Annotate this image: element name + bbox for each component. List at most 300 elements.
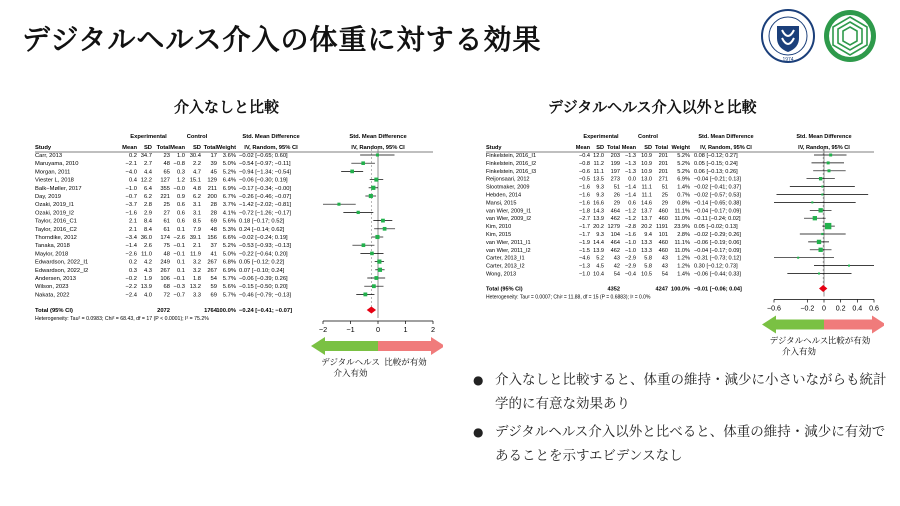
study-w: 5.2% — [222, 169, 236, 176]
header-smd-ci-plot: IV, Random, 95% CI — [351, 145, 405, 151]
study-cm: −2.9 — [624, 263, 636, 270]
study-csd: 3.2 — [192, 267, 201, 274]
study-em: −1.6 — [578, 200, 590, 207]
header-cn: Total — [203, 145, 217, 151]
effect-square — [821, 186, 823, 188]
study-sd: 9.3 — [596, 232, 604, 238]
study-csd: 11.9 — [190, 251, 201, 258]
study-em: −1.4 — [125, 243, 137, 250]
study-csd: 10.9 — [641, 153, 652, 159]
study-em: −1.6 — [578, 184, 590, 191]
effect-square — [817, 240, 821, 244]
study-cn: 460 — [658, 216, 668, 223]
study-sd: 34.7 — [140, 153, 152, 159]
study-name: Maruyama, 2010 — [35, 161, 79, 168]
arrow-right-red — [378, 337, 443, 355]
study-en: 51 — [613, 184, 620, 191]
study-en: 249 — [160, 259, 170, 266]
study-en: 72 — [163, 292, 170, 299]
study-sd: 2.8 — [143, 202, 152, 209]
study-csd: 7.9 — [192, 226, 201, 233]
study-w: 5.6% — [222, 218, 236, 225]
study-cm: −1.0 — [624, 247, 636, 254]
study-ci-text: 0.30 [−0.12; 0.73] — [694, 263, 738, 270]
effect-square — [377, 260, 381, 264]
study-name: Maylor, 2018 — [35, 251, 69, 258]
study-en: 199 — [610, 160, 620, 167]
study-cn: 54 — [661, 271, 668, 278]
study-sd: 2.7 — [143, 161, 152, 168]
study-csd: 4.8 — [192, 185, 201, 192]
header-smd: Std. Mean Difference — [242, 134, 300, 140]
study-ci-text: −0.53 [−0.93; −0.13] — [239, 243, 292, 250]
study-en: 174 — [160, 235, 170, 241]
total-c-n: 4247 — [655, 286, 668, 293]
study-w: 6.7% — [222, 194, 236, 200]
x-tick-label: 0 — [822, 304, 826, 313]
bullet-dot-icon: ● — [473, 373, 484, 387]
study-cn: 200 — [207, 194, 217, 200]
effect-square — [378, 268, 382, 272]
study-w: 5.7% — [222, 292, 236, 299]
study-name: Morgan, 2011 — [35, 169, 71, 176]
x-tick-label: −0.2 — [800, 304, 815, 313]
study-csd: 13.2 — [189, 284, 201, 291]
study-em: −4.6 — [578, 255, 590, 262]
study-sd: 11.2 — [593, 160, 604, 167]
study-en: 61 — [163, 226, 170, 233]
pooled-diamond — [367, 306, 376, 313]
header-csd: SD — [192, 145, 201, 151]
header-em: Mean — [122, 145, 137, 151]
study-w: 6.8% — [222, 259, 236, 266]
effect-square — [821, 194, 823, 196]
study-em: 0.4 — [128, 177, 137, 184]
study-en: 54 — [613, 271, 620, 278]
study-sd: 10.4 — [593, 271, 604, 278]
study-sd: 16.6 — [593, 200, 604, 207]
study-csd: 8.5 — [192, 218, 201, 225]
study-cm: −2.8 — [624, 224, 636, 231]
study-em: −1.0 — [578, 271, 590, 278]
study-sd: 2.9 — [143, 210, 152, 217]
study-name: Thorndike, 2012 — [35, 235, 77, 241]
study-cn: 25 — [661, 192, 668, 199]
effect-square — [828, 169, 831, 172]
study-ci-text: −0.72 [−1.26; −0.17] — [239, 210, 292, 217]
study-em: 0.2 — [128, 153, 137, 159]
study-cm: −0.8 — [173, 161, 185, 168]
header-control: Control — [186, 134, 208, 140]
study-cn: 460 — [658, 239, 668, 246]
study-name: Slootmaker, 2009 — [486, 184, 530, 191]
study-name: Day, 2019 — [35, 194, 61, 200]
study-w: 6.9% — [677, 176, 690, 183]
total-ci-text: −0.01 [−0.06; 0.04] — [694, 286, 742, 293]
study-name: Wong, 2013 — [486, 271, 517, 278]
study-w: 5.2% — [677, 160, 690, 167]
study-em: −0.5 — [578, 176, 590, 183]
study-cn: 51 — [661, 184, 668, 191]
study-em: −1.7 — [578, 232, 590, 238]
header-w: Weight — [671, 145, 690, 151]
study-em: −0.4 — [578, 153, 590, 159]
study-csd: 10.9 — [641, 160, 652, 167]
study-en: 75 — [163, 243, 170, 250]
study-w: 4.1% — [222, 210, 236, 217]
x-tick-label: −1 — [346, 324, 355, 334]
study-cm: −1.3 — [624, 160, 636, 167]
study-em: 2.1 — [128, 226, 137, 233]
study-sd: 6.4 — [143, 185, 152, 192]
effect-square — [381, 219, 385, 223]
study-cm: −1.2 — [624, 216, 636, 223]
bullet-dot-icon: ● — [473, 425, 484, 439]
study-name: Taylor, 2016_C2 — [35, 226, 77, 233]
total-name: Total (95% CI) — [486, 286, 523, 293]
study-name: van Wier, 2011_I1 — [486, 239, 531, 246]
study-cn: 460 — [658, 247, 668, 254]
study-cn: 129 — [207, 177, 217, 184]
study-w: 11.1% — [674, 239, 690, 246]
study-ci-text: −0.06 [−0.19; 0.06] — [694, 239, 741, 246]
x-tick-label: 2 — [430, 324, 436, 334]
study-em: −1.8 — [578, 208, 590, 215]
study-en: 127 — [160, 177, 170, 184]
study-csd: 2.2 — [192, 161, 201, 168]
header-en: Total — [156, 145, 170, 151]
effect-square — [376, 153, 379, 156]
study-name: van Wier, 2011_I2 — [486, 247, 531, 254]
study-em: −1.6 — [125, 210, 137, 217]
study-cn: 267 — [207, 259, 217, 266]
study-name: Taylor, 2016_C1 — [35, 218, 77, 225]
total-weight: 100.0% — [216, 307, 236, 314]
study-en: 203 — [610, 153, 620, 159]
study-name: Carr, 2013 — [35, 153, 63, 159]
effect-square — [813, 216, 817, 220]
study-ci-text: −0.17 [−0.34; −0.00] — [239, 185, 292, 192]
right-subtitle: デジタルヘルス介入以外と比較 — [548, 98, 757, 116]
study-sd: 4.4 — [143, 169, 152, 176]
study-cn: 267 — [207, 267, 217, 274]
study-w: 1.4% — [677, 271, 690, 278]
study-ci-text: −0.02 [−0.65; 0.60] — [239, 153, 288, 159]
effect-square — [827, 161, 830, 164]
study-sd: 9.3 — [596, 184, 604, 191]
header-sd: SD — [596, 145, 604, 151]
study-em: −1.7 — [578, 224, 590, 231]
study-cn: 43 — [661, 255, 668, 262]
effect-square — [829, 154, 832, 157]
study-cn: 43 — [661, 263, 668, 270]
study-en: 464 — [610, 208, 620, 215]
study-csd: 11.1 — [641, 192, 652, 199]
study-cm: 0.6 — [176, 218, 185, 225]
study-csd: 14.6 — [641, 200, 652, 207]
study-cm: −1.4 — [624, 192, 636, 199]
arrow-left-green — [762, 316, 824, 334]
study-ci-text: −0.22 [−0.64; 0.20] — [239, 251, 288, 258]
study-ci-text: −0.06 [−0.44; 0.33] — [694, 271, 741, 278]
study-cn: 28 — [210, 210, 217, 217]
effect-square — [848, 265, 850, 267]
study-sd: 5.2 — [596, 255, 604, 262]
header-experimental: Experimental — [583, 134, 619, 140]
study-em: −0.7 — [125, 194, 137, 200]
study-ci-text: −0.02 [−0.24; 0.19] — [239, 235, 288, 241]
study-sd: 14.4 — [593, 239, 604, 246]
study-cn: 54 — [210, 276, 217, 282]
study-csd: 13.0 — [641, 176, 652, 183]
header-cm: Mean — [621, 145, 636, 151]
effect-square — [350, 170, 354, 174]
header-cm: Mean — [170, 145, 185, 151]
study-name: Viester L, 2018 — [35, 177, 74, 184]
bullet-item — [473, 420, 893, 468]
effect-square — [374, 178, 378, 182]
study-ci-text: 0.05 [−0.02; 0.13] — [694, 224, 738, 231]
forest-plot-vs-non-digital — [484, 130, 884, 365]
study-name: Mansi, 2015 — [486, 200, 517, 207]
header-en: Total — [607, 145, 620, 151]
study-em: −2.6 — [125, 251, 137, 258]
study-name: van Wier, 2009_I1 — [486, 208, 532, 215]
x-tick-label: −2 — [318, 324, 328, 334]
study-csd: 3.1 — [192, 202, 201, 209]
study-csd: 3.3 — [192, 292, 201, 299]
effect-square — [357, 211, 360, 214]
study-sd: 11.1 — [593, 168, 604, 175]
study-sd: 13.9 — [140, 284, 152, 291]
header-smd: Std. Mean Difference — [698, 134, 754, 140]
effect-square — [362, 243, 366, 247]
study-csd: 15.1 — [189, 177, 201, 184]
study-sd: 8.4 — [143, 226, 152, 233]
study-sd: 2.6 — [143, 243, 152, 250]
study-em: −1.3 — [578, 263, 590, 270]
study-cn: 29 — [661, 200, 668, 207]
effect-square — [361, 161, 365, 165]
study-name: Finkelstein, 2016_I3 — [486, 168, 537, 175]
study-w: 5.3% — [222, 226, 236, 233]
header-em: Mean — [575, 145, 590, 151]
study-em: 0.3 — [128, 267, 137, 274]
pooled-diamond — [819, 285, 827, 292]
study-em: −4.0 — [125, 169, 137, 176]
header-w: Weight — [216, 145, 236, 151]
study-w: 6.4% — [222, 177, 236, 184]
study-name: van Wier, 2009_I2 — [486, 216, 532, 223]
study-ci-text: 0.05 [−0.15; 0.24] — [694, 160, 738, 167]
study-name: Edwardson, 2022_I1 — [35, 259, 89, 266]
slide-title: デジタルヘルス介入の体重に対する効果 — [22, 23, 542, 56]
study-name: Tanaka, 2018 — [35, 243, 70, 250]
study-csd: 10.9 — [641, 168, 652, 175]
study-ci-text: 0.05 [−0.12; 0.22] — [239, 259, 285, 266]
effect-square — [369, 194, 373, 198]
study-em: 0.2 — [128, 259, 137, 266]
study-cn: 201 — [658, 168, 668, 175]
study-w: 5.2% — [677, 153, 690, 159]
study-sd: 13.9 — [593, 247, 604, 254]
study-sd: 8.4 — [143, 218, 152, 225]
study-en: 464 — [610, 239, 620, 246]
study-w: 5.7% — [222, 276, 236, 282]
study-csd: 3.2 — [192, 259, 201, 266]
study-em: −2.7 — [578, 216, 590, 223]
header-study: Study — [486, 145, 502, 151]
arrow-left-label: デジタルヘルス — [321, 356, 380, 367]
effect-square — [375, 235, 379, 239]
study-cn: 37 — [210, 243, 217, 250]
arrow-left-green — [311, 337, 378, 355]
study-name: Finkelstein, 2016_I2 — [486, 160, 537, 167]
effect-square — [811, 201, 813, 203]
x-tick-label: −0.6 — [766, 304, 782, 313]
study-sd: 6.2 — [143, 194, 152, 200]
study-sd: 14.3 — [593, 208, 604, 215]
heterogeneity-text: Heterogeneity: Tau² = 0.0007; Chi² = 11.88, df = 15 (P = 0.6883); I² = 0.0% — [486, 294, 651, 301]
study-name: Edwardson, 2022_I2 — [35, 267, 89, 274]
study-ci-text: 0.08 [−0.12; 0.27] — [694, 153, 738, 159]
study-en: 43 — [613, 255, 620, 262]
study-csd: 2.1 — [192, 243, 201, 250]
effect-square — [337, 203, 340, 206]
study-csd: 6.2 — [192, 194, 201, 200]
study-em: −1.6 — [578, 192, 590, 199]
study-name: Wilson, 2023 — [35, 284, 69, 291]
study-cm: 1.2 — [176, 177, 185, 184]
study-w: 6.6% — [222, 235, 236, 241]
study-csd: 3.1 — [192, 210, 201, 217]
study-cm: 0.1 — [176, 267, 185, 274]
study-sd: 13.9 — [593, 216, 604, 223]
study-cm: −1.3 — [624, 153, 636, 159]
study-em: −3.4 — [125, 235, 137, 241]
study-cn: 271 — [658, 176, 668, 183]
study-cn: 211 — [207, 185, 217, 192]
study-cn: 59 — [210, 284, 217, 291]
effect-square — [372, 284, 376, 288]
study-en: 355 — [160, 185, 170, 192]
heterogeneity-text: Heterogeneity: Tau² = 0.0983; Chi² = 68.43, df = 17 (P < 0.0001); I² = 75.2% — [35, 315, 209, 322]
study-cm: −0.3 — [173, 284, 185, 291]
study-cm: −0.7 — [173, 292, 185, 299]
study-en: 48 — [163, 251, 170, 258]
x-tick-label: 0.2 — [835, 304, 846, 313]
study-en: 27 — [163, 210, 170, 217]
study-name: Nakata, 2022 — [35, 292, 70, 299]
study-cn: 101 — [658, 232, 668, 238]
study-en: 221 — [160, 194, 170, 200]
study-w: 2.8% — [677, 232, 690, 238]
study-cm: −1.4 — [624, 184, 636, 191]
study-csd: 30.4 — [189, 153, 201, 159]
study-sd: 4.3 — [143, 267, 152, 274]
study-sd: 12.2 — [140, 177, 152, 184]
study-en: 462 — [610, 216, 620, 223]
effect-square — [819, 177, 822, 180]
study-cn: 45 — [210, 169, 217, 176]
study-cn: 460 — [658, 208, 668, 215]
study-cn: 48 — [210, 226, 217, 233]
study-ci-text: −0.06 [−0.39; 0.26] — [239, 276, 288, 282]
study-cn: 201 — [658, 160, 668, 167]
study-ci-text: −0.04 [−0.17; 0.09] — [694, 247, 741, 254]
university-logo — [760, 8, 816, 64]
study-csd: 4.7 — [192, 169, 201, 176]
header-smd-ci: IV, Random, 95% CI — [700, 145, 752, 151]
study-ci-text: −0.94 [−1.34; −0.54] — [239, 169, 292, 176]
study-ci-text: −0.02 [−0.57; 0.53] — [694, 192, 741, 199]
study-ci-text: −0.06 [−0.30; 0.19] — [239, 177, 288, 184]
effect-square — [370, 252, 374, 256]
study-name: Ozaki, 2019_I1 — [35, 202, 74, 209]
arrow-left-label: デジタルヘルス — [769, 335, 829, 346]
left-subtitle: 介入なしと比較 — [174, 98, 280, 116]
study-cm: 1.0 — [176, 153, 185, 159]
study-en: 61 — [163, 218, 170, 225]
study-w: 0.8% — [677, 200, 690, 207]
study-csd: 20.2 — [641, 224, 652, 231]
study-cm: 0.6 — [176, 210, 185, 217]
study-w: 6.9% — [222, 185, 236, 192]
study-w: 23.9% — [674, 224, 690, 231]
study-ci-text: −0.02 [−0.41; 0.37] — [694, 184, 741, 191]
study-em: −2.2 — [125, 284, 137, 291]
study-cn: 69 — [210, 218, 217, 225]
study-w: 5.0% — [222, 251, 236, 258]
bullet-item — [473, 368, 893, 416]
study-sd: 9.3 — [596, 192, 604, 199]
study-name: Andersen, 2013 — [35, 276, 76, 282]
header-smd-plot: Std. Mean Difference — [796, 134, 852, 140]
study-em: 2.1 — [128, 218, 137, 225]
study-en: 104 — [610, 232, 620, 238]
study-cn: 1191 — [655, 224, 668, 231]
study-ci-text: −0.04 [−0.21; 0.13] — [694, 176, 741, 183]
study-cm: −0.4 — [624, 271, 636, 278]
total-name: Total (95% CI) — [35, 307, 73, 314]
study-w: 5.6% — [222, 284, 236, 291]
study-ci-text: −0.54 [−0.97; −0.11] — [239, 161, 291, 168]
study-w: 5.2% — [677, 168, 690, 175]
study-ci-text: 0.07 [−0.10; 0.24] — [239, 267, 285, 274]
header-experimental: Experimental — [130, 134, 167, 140]
study-ci-text: 0.06 [−0.13; 0.26] — [694, 168, 738, 175]
study-cm: 0.3 — [176, 169, 185, 176]
header-cn: Total — [655, 145, 668, 151]
header-control: Control — [638, 134, 658, 140]
study-cm: −2.6 — [173, 235, 185, 241]
study-ci-text: −0.46 [−0.79; −0.13] — [239, 292, 292, 299]
study-csd: 1.8 — [192, 276, 201, 282]
study-sd: 4.5 — [596, 263, 604, 270]
study-ci-text: −0.02 [−0.29; 0.26] — [694, 232, 741, 238]
study-cm: −1.0 — [624, 239, 636, 246]
study-cm: −0.1 — [173, 243, 185, 250]
study-csd: 5.8 — [644, 263, 652, 270]
study-cm: −1.2 — [624, 208, 636, 215]
arrow-left-label: 介入有効 — [781, 346, 817, 357]
study-csd: 13.3 — [641, 247, 652, 254]
study-sd: 11.0 — [141, 251, 152, 258]
study-w: 5.0% — [222, 161, 236, 168]
study-cm: 0.0 — [628, 176, 636, 183]
study-name: Carter, 2013_I1 — [486, 255, 525, 262]
study-sd: 12.0 — [593, 153, 604, 159]
